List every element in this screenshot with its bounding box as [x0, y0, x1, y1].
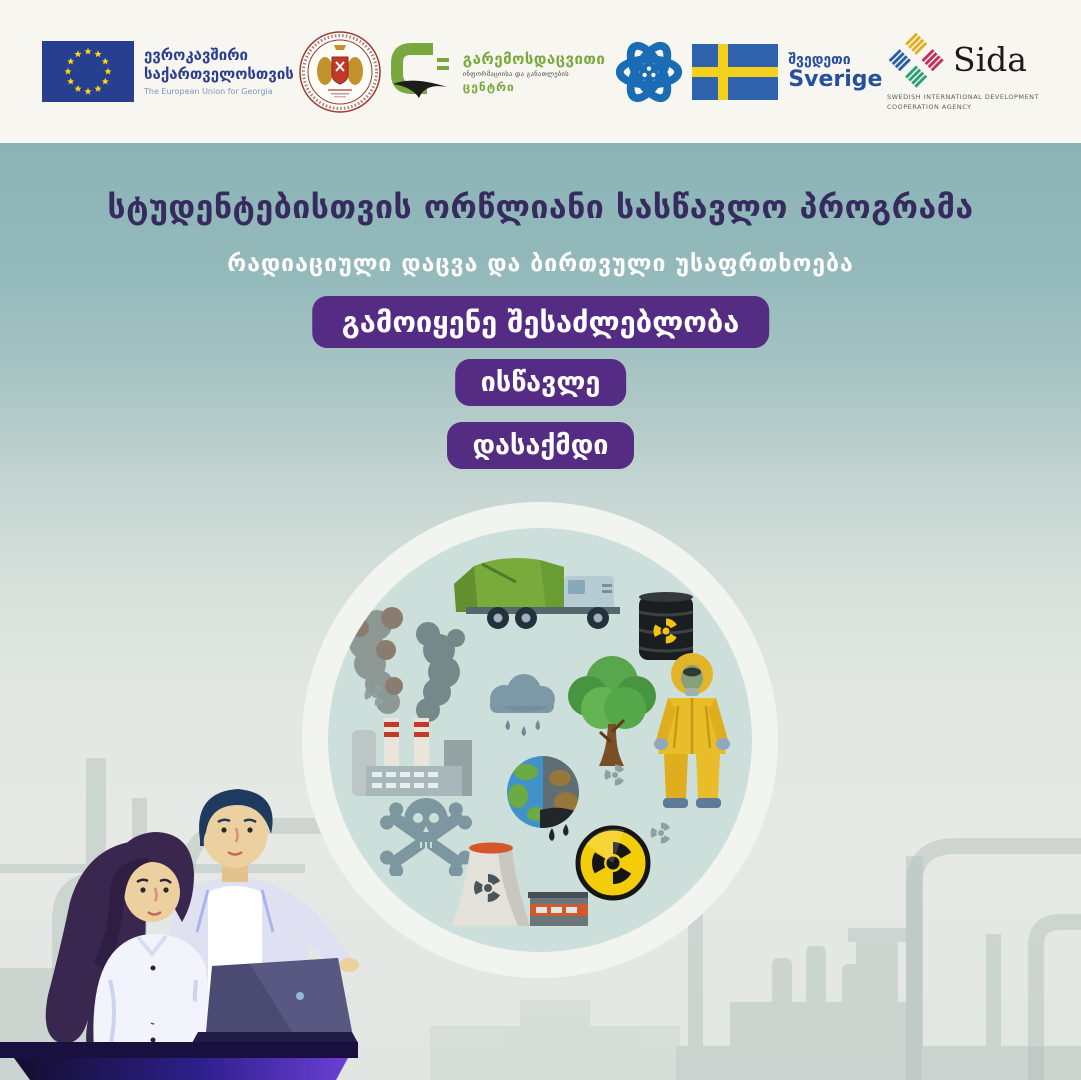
- program-headline: სტუდენტებისთვის ორწლიანი სასწავლო პროგრამა: [107, 188, 974, 226]
- radiation-trefoil-small-icon: [646, 818, 676, 848]
- eu-name-line2: საქართველოსთვის: [144, 65, 294, 83]
- georgia-ministry-seal-logo: [298, 30, 382, 114]
- sida-logo: [887, 31, 1039, 113]
- students-illustration: [0, 780, 400, 1080]
- hazmat-worker-icon: [648, 648, 736, 813]
- badge-learn: ისწავლე: [455, 359, 627, 406]
- badge-use-opportunity: გამოიყენე შესაძლებლობა: [312, 296, 770, 348]
- sida-caption-line2: COOPERATION AGENCY: [886, 102, 972, 111]
- sida-caption-line1: SWEDISH INTERNATIONAL DEVELOPMENT: [886, 92, 1039, 101]
- eiec-name-line1: გარემოსდაცვითი: [462, 49, 606, 68]
- sweden-name-georgian: შვედეთი: [788, 51, 851, 68]
- rain-cloud-icon: [478, 668, 570, 742]
- atom-icon: [610, 33, 688, 111]
- sweden-name-latin: Sverige: [788, 66, 883, 92]
- eiec-logo: [387, 41, 606, 103]
- georgia-ministry-seal-icon: [298, 30, 382, 114]
- radiation-trefoil-small-icon: [360, 680, 390, 710]
- sida-pinwheel-icon: [887, 31, 945, 89]
- eu-flag-icon: [42, 41, 134, 102]
- nuclear-agency-logo: [610, 33, 688, 111]
- radiation-trefoil-small-icon: [600, 760, 630, 790]
- eu-logo: [42, 41, 294, 102]
- eiec-name-line3: ცენტრი: [462, 79, 515, 94]
- badge-get-employed: დასაქმდი: [447, 422, 635, 469]
- program-subtitle: რადიაციული დაცვა და ბირთვული უსაფრთხოება: [227, 251, 854, 277]
- partner-logo-band: [0, 0, 1081, 143]
- eu-caption: The European Union for Georgia: [144, 86, 273, 96]
- radiation-warning-sign-icon: [574, 824, 652, 902]
- eiec-glyph-icon: [387, 41, 453, 103]
- sweden-flag-icon: [692, 44, 778, 100]
- eu-name-line1: ევროკავშირი: [144, 46, 248, 65]
- sweden-logo: [692, 44, 882, 100]
- sida-wordmark: Sida: [952, 40, 1027, 80]
- eiec-name-line2: ინფორმაციისა და განათლების: [462, 69, 569, 78]
- nuclear-plant-icon: [438, 836, 588, 930]
